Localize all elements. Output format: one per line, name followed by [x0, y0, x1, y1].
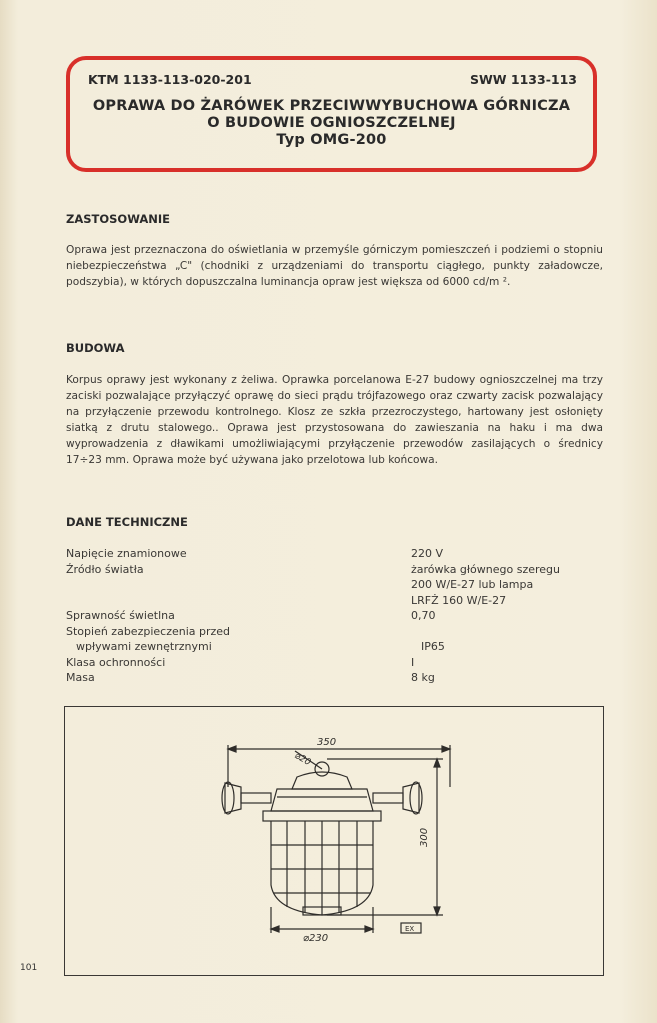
- heading-budowa: BUDOWA: [66, 341, 125, 355]
- spec-value: 8 kg: [411, 671, 435, 684]
- lamp-flange: [263, 811, 381, 821]
- title-line-1: OPRAWA DO ŻARÓWEK PRZECIWWYBUCHOWA GÓRNICZA: [92, 98, 571, 114]
- heading-dane-techniczne: DANE TECHNICZNE: [66, 515, 188, 529]
- technical-drawing-frame: [64, 706, 604, 976]
- dimension-width-label: 350: [317, 737, 337, 748]
- arrow-down: [434, 907, 440, 915]
- title-line-3: Typ OMG-200: [276, 132, 387, 148]
- spec-value: I: [411, 655, 415, 669]
- spec-value: IP65: [421, 640, 445, 653]
- heading-zastosowanie: ZASTOSOWANIE: [66, 212, 171, 226]
- spec-label: Źródło światła: [66, 562, 144, 576]
- title-box: [66, 56, 597, 172]
- lamp-top-cap: [292, 772, 352, 789]
- arrow-right: [442, 746, 450, 752]
- spec-label: Masa: [66, 671, 95, 684]
- gland-left: [241, 793, 271, 803]
- spec-value: 200 W/E-27 lub lampa: [411, 578, 534, 591]
- spec-row-stopien-cont: [66, 639, 586, 655]
- technical-data-table: [66, 546, 586, 686]
- text-zastosowanie: Oprawa jest przeznaczona do oświetlania w przemyśle górniczym pomieszczeń i podziemi o stopniu niebezpieczeństwa „C" (chodniki z urządzeniami do transportu ciągłego, punkty załadowcze, podszybia), w których dopuszczalna luminancja opraw jest większa od 6000 cd/m ².: [66, 244, 603, 288]
- spec-label: Klasa ochronności: [66, 655, 166, 669]
- spec-row-zrodlo-cont: [66, 577, 586, 593]
- ktm-code: KTM 1133-113-020-201: [88, 72, 252, 87]
- spec-row-stopien: [66, 624, 586, 640]
- codes-row: [88, 72, 577, 87]
- sww-code: SWW 1133-113: [469, 72, 577, 87]
- spec-row-klasa: [66, 655, 586, 671]
- text-budowa: Korpus oprawy jest wykonany z żeliwa. Oprawka porcelanowa E-27 budowy ognioszczelnej ma trzy zaciski pozwalające przyłączyć oprawę do sieci prądu trójfazowego oraz czwarty zacisk pozwalający na przyłączenie przewodu kontrolnego. Klosz ze szkła przezroczystego, hartowany jest osłonięty siatką z drutu stalowego.. Oprawa jest przystosowana do zawieszania na haku i ma dwa wyprowadzenia z dławikami umożliwiającymi przyłączenie przewodów zasilających o średnicy 17÷23 mm. Oprawa może być używana jako przelotowa lub końcowa.: [66, 374, 603, 466]
- spec-value: 220 V: [411, 547, 444, 560]
- lamp-drawing: [65, 707, 602, 974]
- page-number: 101: [20, 963, 38, 973]
- spec-label: Sprawność świetlna: [66, 609, 175, 622]
- ex-mark: EX: [405, 925, 415, 933]
- dimension-base-label: ⌀230: [303, 933, 329, 944]
- spec-value: żarówka głównego szeregu: [411, 562, 560, 576]
- gland-right: [373, 793, 403, 803]
- spec-row-zrodlo: [66, 562, 586, 578]
- arrow-left: [228, 746, 236, 752]
- spec-row-masa: [66, 670, 586, 686]
- spec-value: LRFŻ 160 W/E-27: [411, 593, 507, 607]
- spec-label: Stopień zabezpieczenia przed: [66, 624, 231, 638]
- spec-row-sprawnosc: [66, 608, 586, 624]
- spec-row-zrodlo-cont2: [66, 593, 586, 609]
- lamp-housing: [271, 789, 373, 811]
- spec-value: 0,70: [411, 609, 436, 622]
- dimension-height-label: 300: [419, 827, 430, 847]
- dimension-top-label: ⌀20: [292, 750, 313, 769]
- spec-label: Napięcie znamionowe: [66, 547, 187, 560]
- title-line-2: O BUDOWIE OGNIOSZCZELNEJ: [207, 115, 456, 131]
- arrow-up: [434, 759, 440, 767]
- spec-label: wpływami zewnętrznymi: [76, 640, 212, 653]
- document-title: [70, 98, 593, 149]
- spec-row-napiecie: [66, 546, 586, 562]
